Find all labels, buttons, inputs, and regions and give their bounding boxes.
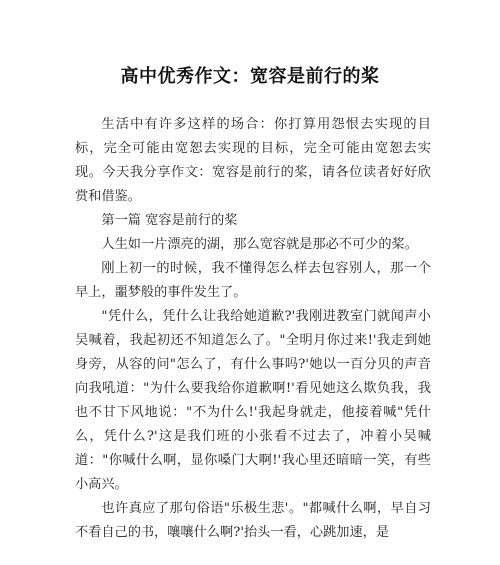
page-title: 高中优秀作文：宽容是前行的桨	[120, 66, 380, 87]
intro-paragraph: 生活中有许多这样的场合：你打算用怨恨去实现的目标，完全可能由宽恕去实现的目标，完全可能由宽恕去实现。今天我分享作文：宽容是前行的桨，请各位读者好好欣赏和借鉴。	[75, 117, 431, 204]
paragraph: 人生如一片漂亮的湖，那么宽容就是那必不可少的桨。	[101, 237, 418, 252]
article-body	[75, 113, 431, 545]
paragraph: 也许真应了那句俗语"乐极生悲'。"都喊什么啊，早自习不看自己的书，嚷嚷什么啊?'抬头一看，心跳加速，是	[75, 501, 431, 540]
section-heading: 第一篇 宽容是前行的桨	[101, 213, 238, 228]
paragraph: 刚上初一的时候，我不懂得怎么样去包容别人，那一个早上，噩梦般的事件发生了。	[75, 261, 431, 300]
paragraph: "凭什么，凭什么让我给她道歉?'我刚进教室门就闻声小吴喊着，我起初还不知道怎么了。"全明月你过来!'我走到她身旁，从容的问"怎么了，有什么事吗?'她以一百分贝的声音向我吼道："为什么要我给你道歉啊!'看见她这么欺负我，我也不甘下风地说："不为什么!'我起身就走，他接着喊"凭什么，凭什么?'这是我们班的小张看不过去了，冲着小吴喊道："你喊什么啊，显你嗓门大啊!'我心里还暗暗一笑，有些小高兴。	[75, 309, 431, 492]
